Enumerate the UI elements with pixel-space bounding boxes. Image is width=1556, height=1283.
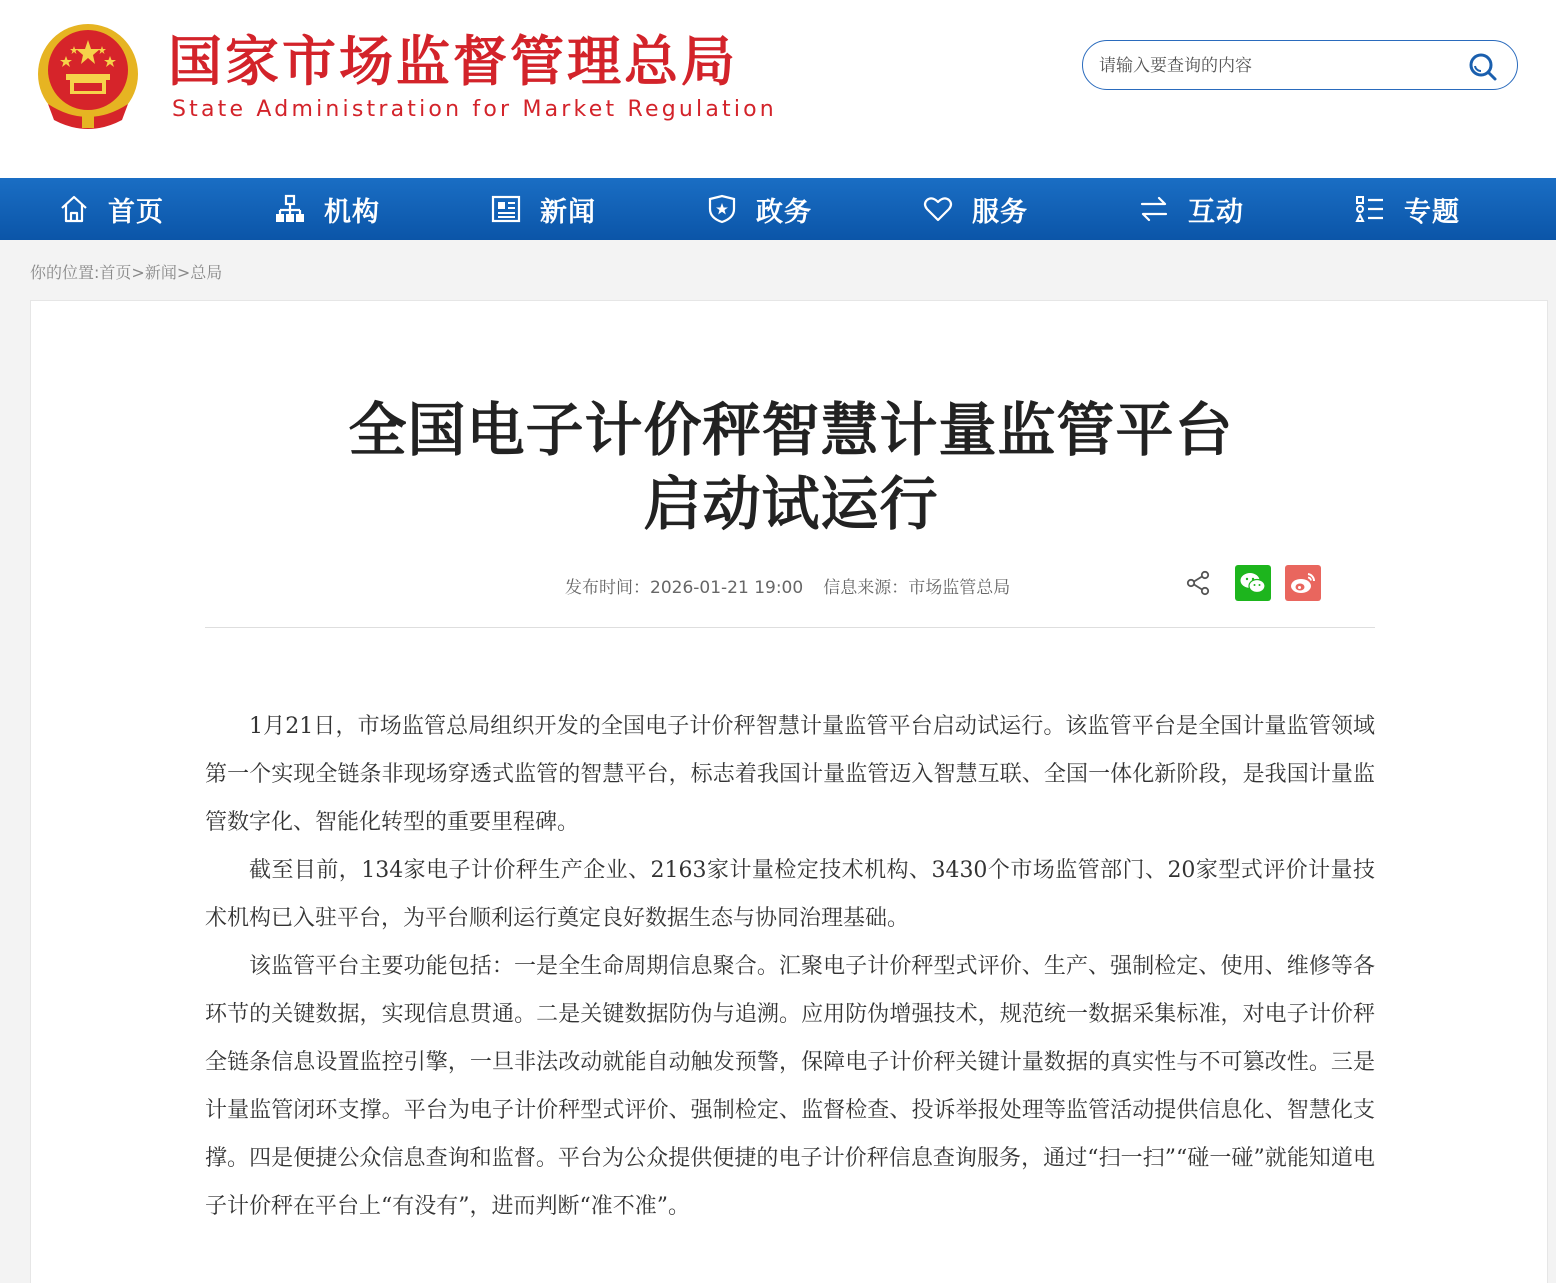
search-input[interactable] bbox=[1099, 51, 1459, 81]
nav-item-government[interactable] bbox=[648, 178, 864, 240]
breadcrumb-link-home[interactable]: 首页 bbox=[99, 263, 132, 282]
weibo-icon bbox=[1289, 571, 1317, 595]
article-title-line2: 启动试运行 bbox=[643, 470, 939, 538]
share-icon[interactable] bbox=[1185, 570, 1211, 596]
breadcrumb-prefix: 你的位置: bbox=[30, 263, 100, 282]
weibo-share-button[interactable] bbox=[1285, 565, 1321, 601]
publish-time: 发布时间：2026-01-21 19:00 bbox=[565, 578, 804, 598]
article-paragraph: 1月21日，市场监管总局组织开发的全国电子计价秤智慧计量监管平台启动试运行。该监管平台是全国计量监管领域第一个实现全链条非现场穿透式监管的智慧平台，标志着我国计量监管迈入智慧互联、全国一体化新阶段，是我国计量监管数字化、智能化转型的重要里程碑。 bbox=[205, 714, 1375, 835]
main-nav bbox=[0, 178, 1556, 240]
nav-label: 互动 bbox=[1188, 196, 1244, 228]
breadcrumb bbox=[30, 260, 222, 283]
nav-item-org[interactable] bbox=[216, 178, 432, 240]
breadcrumb-link-news[interactable]: 新闻 bbox=[144, 263, 177, 282]
article-paragraph: 该监管平台主要功能包括：一是全生命周期信息聚合。汇聚电子计价秤型式评价、生产、强制检定、使用、维修等各环节的关键数据，实现信息贯通。二是关键数据防伪与追溯。应用防伪增强技术，规范统一数据采集标准，对电子计价秤全链条信息设置监控引擎，一旦非法改动就能自动触发预警，保障电子计价秤关键计量数据的真实性与不可篡改性。三是计量监管闭环支撑。平台为电子计价秤型式评价、强制检定、监督检查、投诉举报处理等监管活动提供信息化、智慧化支撑。四是便捷公众信息查询和监督。平台为公众提供便捷的电子计价秤信息查询服务，通过“扫一扫”“碰一碰”就能知道电子计价秤在平台上“有没有”，进而判断“准不准”。 bbox=[205, 954, 1375, 1219]
nav-label: 新闻 bbox=[540, 196, 596, 228]
article-title bbox=[201, 393, 1381, 541]
article-meta bbox=[565, 573, 1010, 598]
article-body bbox=[205, 703, 1375, 1231]
wechat-share-button[interactable] bbox=[1235, 565, 1271, 601]
shield-icon bbox=[706, 193, 738, 225]
nav-label: 机构 bbox=[324, 196, 380, 228]
nav-label: 专题 bbox=[1404, 196, 1460, 228]
nav-item-home[interactable] bbox=[0, 178, 216, 240]
site-title-cn[interactable]: 国家市场监督管理总局 bbox=[168, 30, 738, 93]
nav-label: 政务 bbox=[756, 196, 812, 228]
swap-arrows-icon bbox=[1138, 193, 1170, 225]
share-bar bbox=[1185, 565, 1321, 601]
breadcrumb-separator: > bbox=[131, 263, 145, 282]
newspaper-icon bbox=[490, 193, 522, 225]
nav-label: 服务 bbox=[972, 196, 1028, 228]
site-header bbox=[0, 0, 1556, 178]
heart-icon bbox=[922, 193, 954, 225]
search-box bbox=[1082, 40, 1518, 90]
breadcrumb-link-hq[interactable]: 总局 bbox=[190, 263, 223, 282]
breadcrumb-separator: > bbox=[176, 263, 191, 282]
nav-item-topics[interactable] bbox=[1296, 178, 1512, 240]
national-emblem-icon[interactable] bbox=[34, 20, 142, 132]
org-chart-icon bbox=[274, 193, 306, 225]
home-icon bbox=[58, 193, 90, 225]
article-title-line1: 全国电子计价秤智慧计量监管平台 bbox=[348, 396, 1234, 464]
search-icon[interactable] bbox=[1467, 51, 1499, 83]
nav-label: 首页 bbox=[108, 196, 164, 228]
title-divider bbox=[205, 627, 1375, 628]
wechat-icon bbox=[1239, 571, 1267, 595]
article-source: 信息来源：市场监管总局 bbox=[823, 578, 1011, 598]
list-icon bbox=[1354, 193, 1386, 225]
article-panel bbox=[30, 300, 1548, 1283]
nav-item-interaction[interactable] bbox=[1080, 178, 1296, 240]
nav-item-service[interactable] bbox=[864, 178, 1080, 240]
nav-item-news[interactable] bbox=[432, 178, 648, 240]
article-paragraph: 截至目前，134家电子计价秤生产企业、2163家计量检定技术机构、3430个市场监管部门、20家型式评价计量技术机构已入驻平台，为平台顺利运行奠定良好数据生态与协同治理基础。 bbox=[205, 858, 1375, 931]
site-title-en: State Administration for Market Regulation bbox=[172, 97, 777, 122]
